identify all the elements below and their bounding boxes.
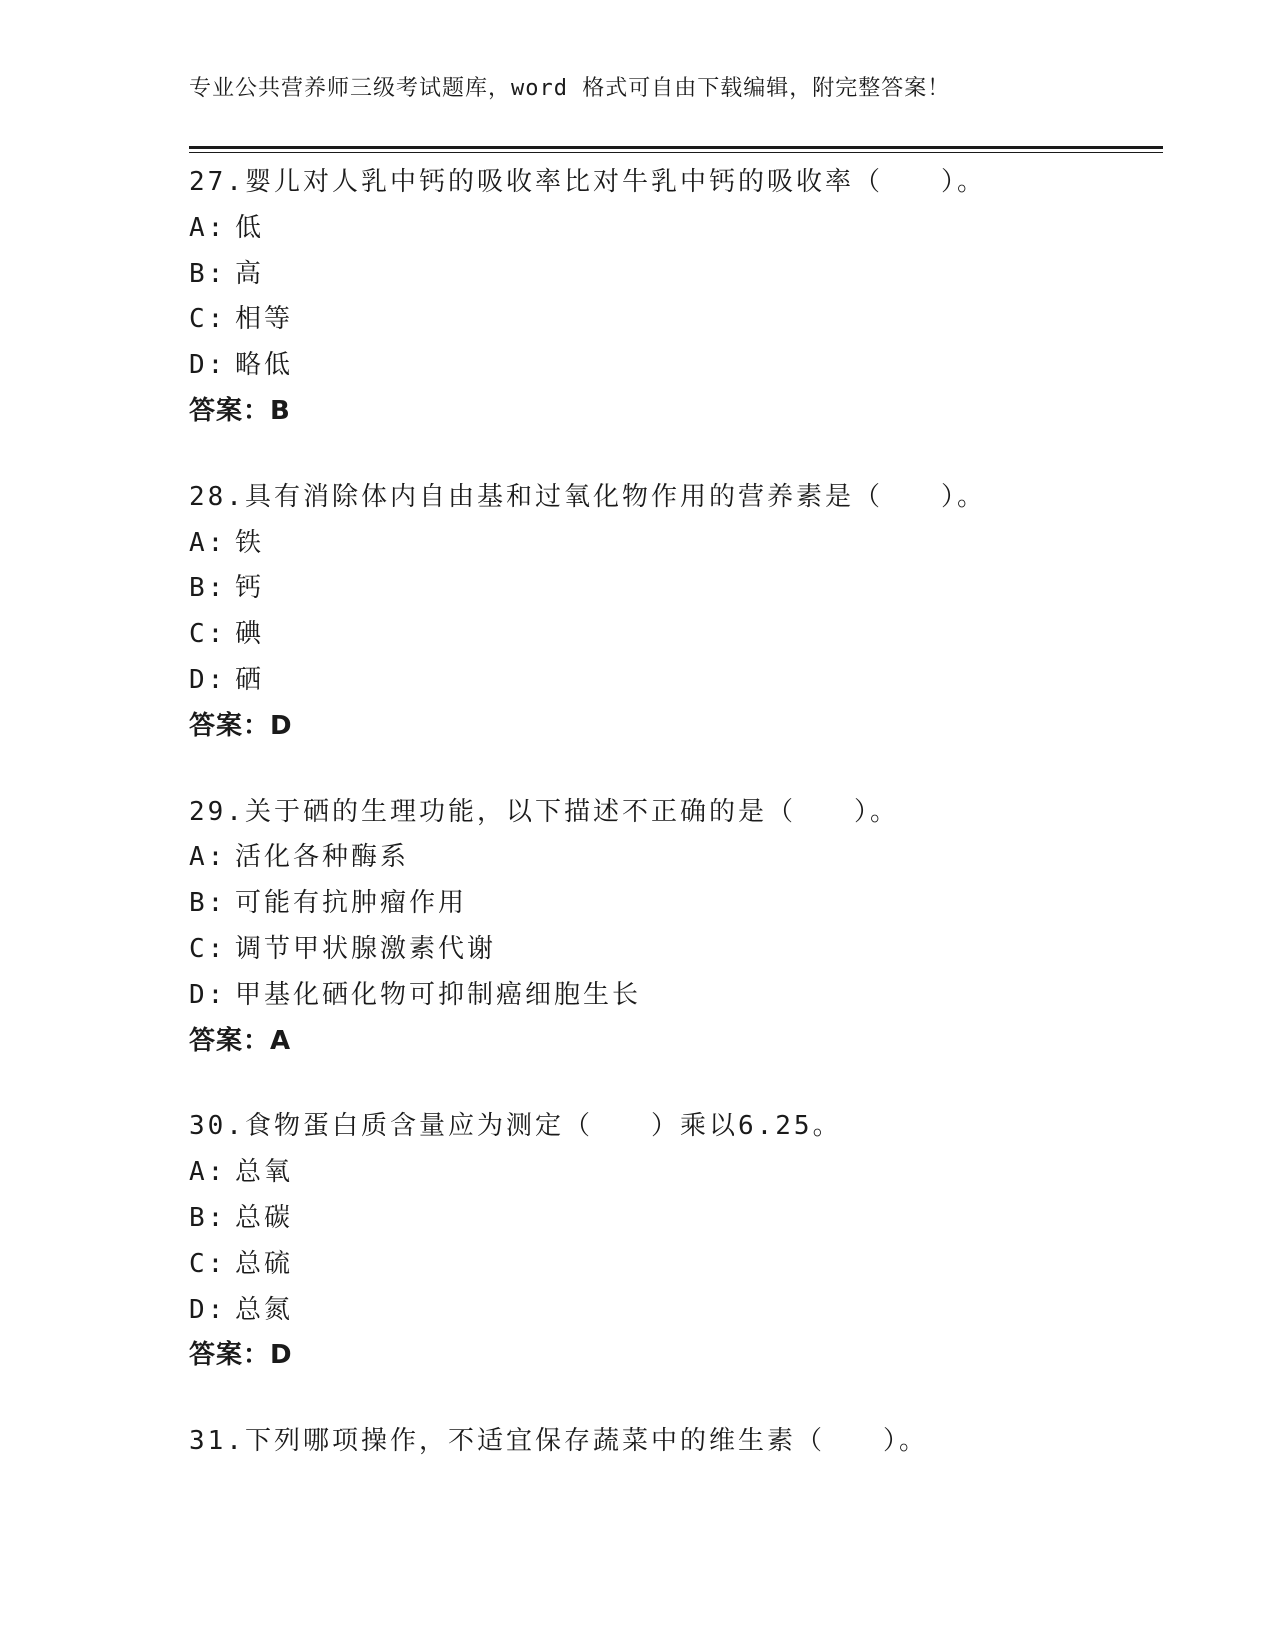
answer: 答案：B (189, 395, 291, 426)
option-letter: B: (189, 258, 227, 289)
option-text: 活化各种酶系 (235, 842, 410, 873)
option-letter: C: (189, 619, 227, 650)
option-text: 碘 (235, 619, 265, 650)
option-text: 钙 (235, 573, 265, 604)
option-d (189, 973, 1169, 1019)
option-c (189, 1242, 1169, 1288)
option-text: 硒 (235, 664, 265, 695)
option-text: 高 (235, 258, 265, 289)
option-c (189, 612, 1169, 658)
option-a (189, 521, 1169, 567)
question-stem: 29.关于硒的生理功能，以下描述不正确的是（ ）。 (189, 796, 899, 827)
option-a (189, 835, 1169, 881)
question-list (189, 160, 1169, 1505)
option-letter: B: (189, 573, 227, 604)
question-stem: 31.下列哪项操作，不适宜保存蔬菜中的维生素（ ）。 (189, 1426, 928, 1457)
option-d (189, 343, 1169, 389)
option-c (189, 297, 1169, 343)
option-d (189, 658, 1169, 704)
option-letter: B: (189, 1202, 227, 1233)
option-letter: D: (189, 350, 227, 381)
question-31 (189, 1419, 1169, 1465)
option-letter: D: (189, 664, 227, 695)
question-27 (189, 160, 1169, 435)
option-text: 铁 (235, 527, 265, 558)
option-b (189, 252, 1169, 298)
option-text: 略低 (235, 350, 294, 381)
option-text: 相等 (235, 304, 294, 335)
option-text: 总碳 (235, 1202, 294, 1233)
answer: 答案：D (189, 1340, 293, 1371)
option-c (189, 927, 1169, 973)
option-d (189, 1288, 1169, 1334)
question-29 (189, 790, 1169, 1065)
option-text: 总氧 (235, 1157, 294, 1188)
option-b (189, 1196, 1169, 1242)
option-letter: C: (189, 304, 227, 335)
option-text: 调节甲状腺激素代谢 (235, 933, 497, 964)
option-text: 甲基化硒化物可抑制癌细胞生长 (235, 979, 642, 1010)
option-letter: A: (189, 212, 227, 243)
answer: 答案：D (189, 710, 293, 741)
option-text: 低 (235, 212, 265, 243)
option-letter: D: (189, 979, 227, 1010)
header-divider-thick (189, 146, 1163, 149)
question-stem: 28.具有消除体内自由基和过氧化物作用的营养素是（ ）。 (189, 481, 986, 512)
option-letter: A: (189, 527, 227, 558)
page-header: 专业公共营养师三级考试题库，word 格式可自由下载编辑，附完整答案！ (189, 76, 951, 101)
question-stem: 30.食物蛋白质含量应为测定（ ）乘以6.25。 (189, 1111, 842, 1142)
option-b (189, 881, 1169, 927)
option-letter: D: (189, 1294, 227, 1325)
option-b (189, 566, 1169, 612)
option-letter: C: (189, 1248, 227, 1279)
option-letter: C: (189, 933, 227, 964)
option-letter: A: (189, 1157, 227, 1188)
question-28 (189, 475, 1169, 750)
option-a (189, 1150, 1169, 1196)
option-letter: B: (189, 888, 227, 919)
question-30 (189, 1104, 1169, 1379)
option-text: 总氮 (235, 1294, 294, 1325)
option-a (189, 206, 1169, 252)
option-letter: A: (189, 842, 227, 873)
question-stem: 27.婴儿对人乳中钙的吸收率比对牛乳中钙的吸收率（ ）。 (189, 167, 986, 197)
option-text: 总硫 (235, 1248, 294, 1279)
header-divider-thin (189, 152, 1163, 153)
option-text: 可能有抗肿瘤作用 (235, 888, 468, 919)
answer: 答案：A (189, 1025, 292, 1056)
